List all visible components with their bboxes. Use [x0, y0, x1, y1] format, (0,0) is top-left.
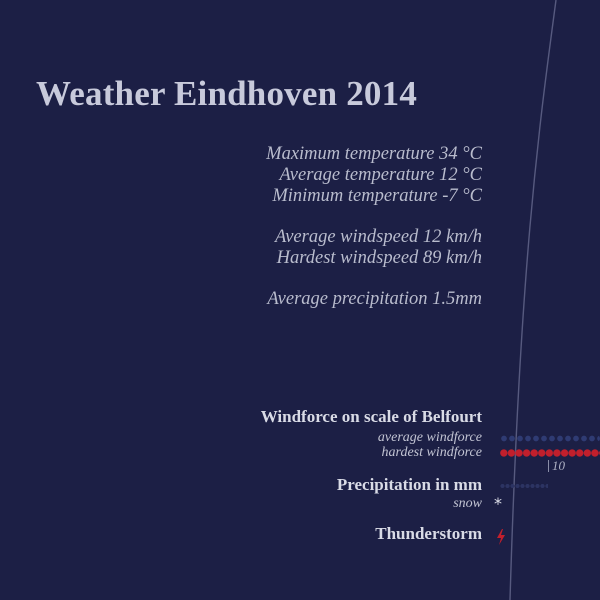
max-temperature: Maximum temperature 34 °C	[266, 144, 482, 164]
hardest-windspeed: Hardest windspeed 89 km/h	[276, 248, 482, 268]
windforce-heading: Windforce on scale of Belfourt	[260, 407, 482, 426]
snow-label: snow	[453, 496, 482, 511]
scale-tick-mark	[548, 460, 549, 472]
precipitation-heading: Precipitation in mm	[336, 475, 482, 494]
precipitation-swatch	[500, 484, 548, 488]
avg-precipitation: Average precipitation 1.5mm	[267, 289, 482, 309]
avg-windspeed: Average windspeed 12 km/h	[274, 227, 482, 247]
scale-tick-label: 10	[552, 458, 565, 473]
hardest-windforce-swatch	[500, 449, 600, 457]
lightning-bolt-icon	[495, 528, 507, 546]
hardest-windforce-label: hardest windforce	[381, 445, 482, 460]
avg-windforce-swatch	[500, 435, 600, 442]
min-temperature: Minimum temperature -7 °C	[272, 186, 482, 206]
thunderstorm-heading: Thunderstorm	[375, 524, 482, 543]
stats-block	[266, 144, 482, 310]
asterisk-snow-icon: *	[494, 494, 502, 513]
avg-windforce-label: average windforce	[377, 430, 482, 445]
page-title: Weather Eindhoven 2014	[36, 74, 418, 113]
avg-temperature: Average temperature 12 °C	[279, 165, 482, 185]
